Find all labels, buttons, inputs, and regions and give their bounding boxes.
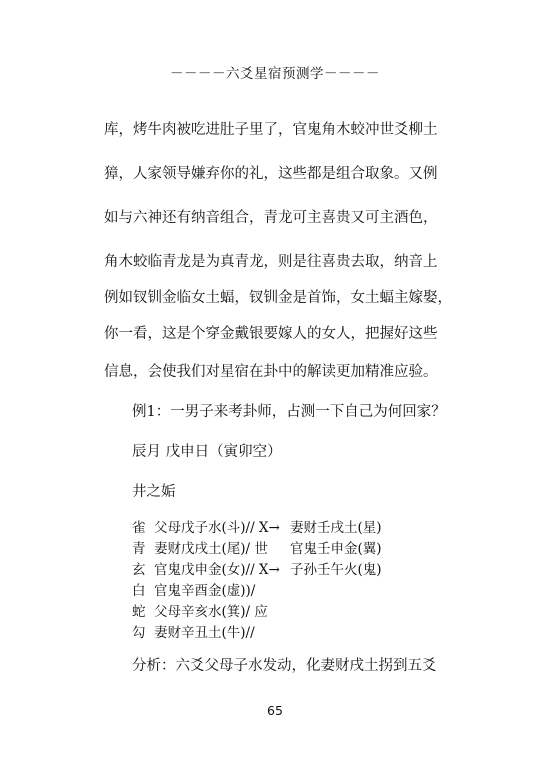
six-god: 勾 (132, 625, 146, 641)
yao-line (132, 621, 290, 641)
analysis-line: 分析：六爻父母子水发动，化妻财戌土拐到五爻 (132, 658, 437, 674)
yao-main: 父母戊子水(斗)// X→ (154, 520, 280, 536)
body-line-2: 獐，人家领导嫌弃你的礼，这些都是组合取象。又例 (104, 166, 438, 182)
body-line-5: 例如钗钏金临女土蝠，钗钏金是首饰，女土蝠主嫁娶， (104, 290, 452, 306)
six-god: 蛇 (132, 604, 146, 620)
example-intro: 例1：一男子来考卦师，占测一下自己为何回家？ (132, 404, 446, 420)
six-god: 雀 (132, 520, 146, 536)
yao-line (132, 558, 382, 578)
body-line-3: 如与六神还有纳音组合，青龙可主喜贵又可主酒色， (104, 210, 438, 226)
six-god: 玄 (132, 562, 146, 578)
gua-name: 井之姤 (132, 484, 176, 500)
yao-line (132, 516, 382, 536)
page-number: 65 (267, 703, 283, 718)
six-god: 白 (132, 583, 146, 599)
yao-line (132, 600, 290, 620)
running-header: －－－－六爻星宿预测学－－－－ (170, 66, 380, 82)
body-line-7: 信息，会使我们对星宿在卦中的解读更加精准应验。 (104, 364, 438, 380)
body-line-6: 你一看，这是个穿金戴银要嫁人的女人，把握好这些 (104, 326, 438, 342)
yao-line (132, 537, 382, 557)
yao-main: 官鬼辛酉金(虚))/ (154, 583, 256, 599)
yao-line (132, 579, 290, 599)
yao-change: 妻财壬戌土(星) (290, 520, 382, 536)
yao-main: 妻财辛丑土(牛)// (154, 625, 255, 641)
yao-change: 官鬼壬申金(翼) (290, 541, 382, 557)
yao-main: 妻财戊戌土(尾)/ 世 (154, 541, 268, 557)
body-line-4: 角木蛟临青龙是为真青龙，则是往喜贵去取，纳音上 (104, 254, 438, 270)
yao-main: 官鬼戊申金(女)// X→ (154, 562, 280, 578)
yao-main: 父母辛亥水(箕)/ 应 (154, 604, 268, 620)
yao-change: 子孙壬午火(鬼) (290, 562, 382, 578)
six-god: 青 (132, 541, 146, 557)
body-line-1: 库，烤牛肉被吃进肚子里了，官鬼角木蛟冲世爻柳土 (104, 122, 438, 138)
example-date: 辰月 戊申日（寅卯空） (132, 444, 282, 460)
